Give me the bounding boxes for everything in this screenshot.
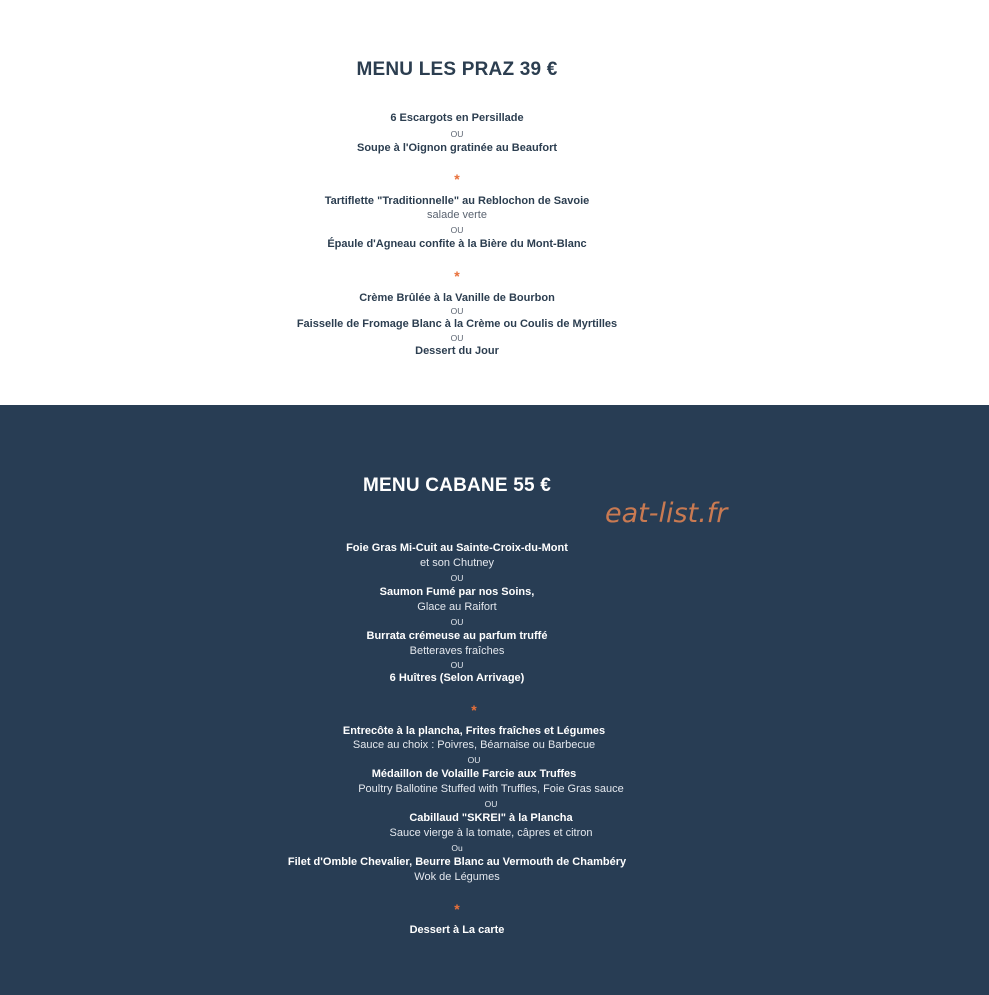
dish-name: Faisselle de Fromage Blanc à la Crème ou Coulis de Myrtilles [296,318,618,330]
course-separator-star-icon: * [471,702,477,718]
dish-description: Glace au Raifort [417,601,497,613]
dish-name: Épaule d'Agneau confite à la Bière du Mont-Blanc [327,238,587,250]
dish-description: Wok de Légumes [414,871,500,883]
or-separator: OU [450,225,464,235]
or-separator: OU [450,617,464,627]
dish-name: Cabillaud "SKREI" à la Plancha [409,812,573,824]
or-separator: OU [450,660,464,670]
or-separator: Ou [451,843,463,853]
watermark-text: eat-list.fr [605,498,728,529]
dish-name: 6 Huîtres (Selon Arrivage) [389,672,525,684]
dish-name: Filet d'Omble Chevalier, Beurre Blanc au Vermouth de Chambéry [287,856,627,868]
course-separator-star-icon: * [454,268,460,284]
dish-name: Foie Gras Mi-Cuit au Sainte-Croix-du-Mont [346,542,568,554]
dish-description: Sauce au choix : Poivres, Béarnaise ou Barbecue [352,739,596,751]
or-separator: OU [467,755,481,765]
or-separator: OU [450,306,464,316]
dish-name: 6 Escargots en Persillade [390,112,524,124]
dish-name: Entrecôte à la plancha, Frites fraîches et Légumes [342,725,606,737]
dish-description: Poultry Ballotine Stuffed with Truffles, Foie Gras sauce [358,783,624,795]
dish-name: Tartiflette "Traditionnelle" au Reblochon de Savoie [324,195,590,207]
dish-name: Dessert du Jour [415,345,499,357]
course-separator-star-icon: * [454,171,460,187]
dish-name: Soupe à l'Oignon gratinée au Beaufort [356,142,558,154]
dish-description: Betteraves fraîches [409,645,505,657]
dish-name: Saumon Fumé par nos Soins, [379,586,535,598]
dish-name: Médaillon de Volaille Farcie aux Truffes [371,768,577,780]
or-separator: OU [484,799,498,809]
dish-name: Crème Brûlée à la Vanille de Bourbon [359,292,555,304]
menu-title: MENU CABANE 55 € [363,475,551,496]
or-separator: OU [450,573,464,583]
dish-name: Burrata crémeuse au parfum truffé [366,630,548,642]
course-separator-star-icon: * [454,901,460,917]
dish-name: Dessert à La carte [409,924,505,936]
or-separator: OU [450,129,464,139]
dish-description: salade verte [427,209,487,221]
or-separator: OU [450,333,464,343]
dish-description: Sauce vierge à la tomate, câpres et citron [389,827,593,839]
menu-cabane-section [0,405,989,995]
dish-description: et son Chutney [420,557,494,569]
menu-les-praz-section [0,0,989,405]
menu-title: MENU LES PRAZ 39 € [356,59,558,80]
